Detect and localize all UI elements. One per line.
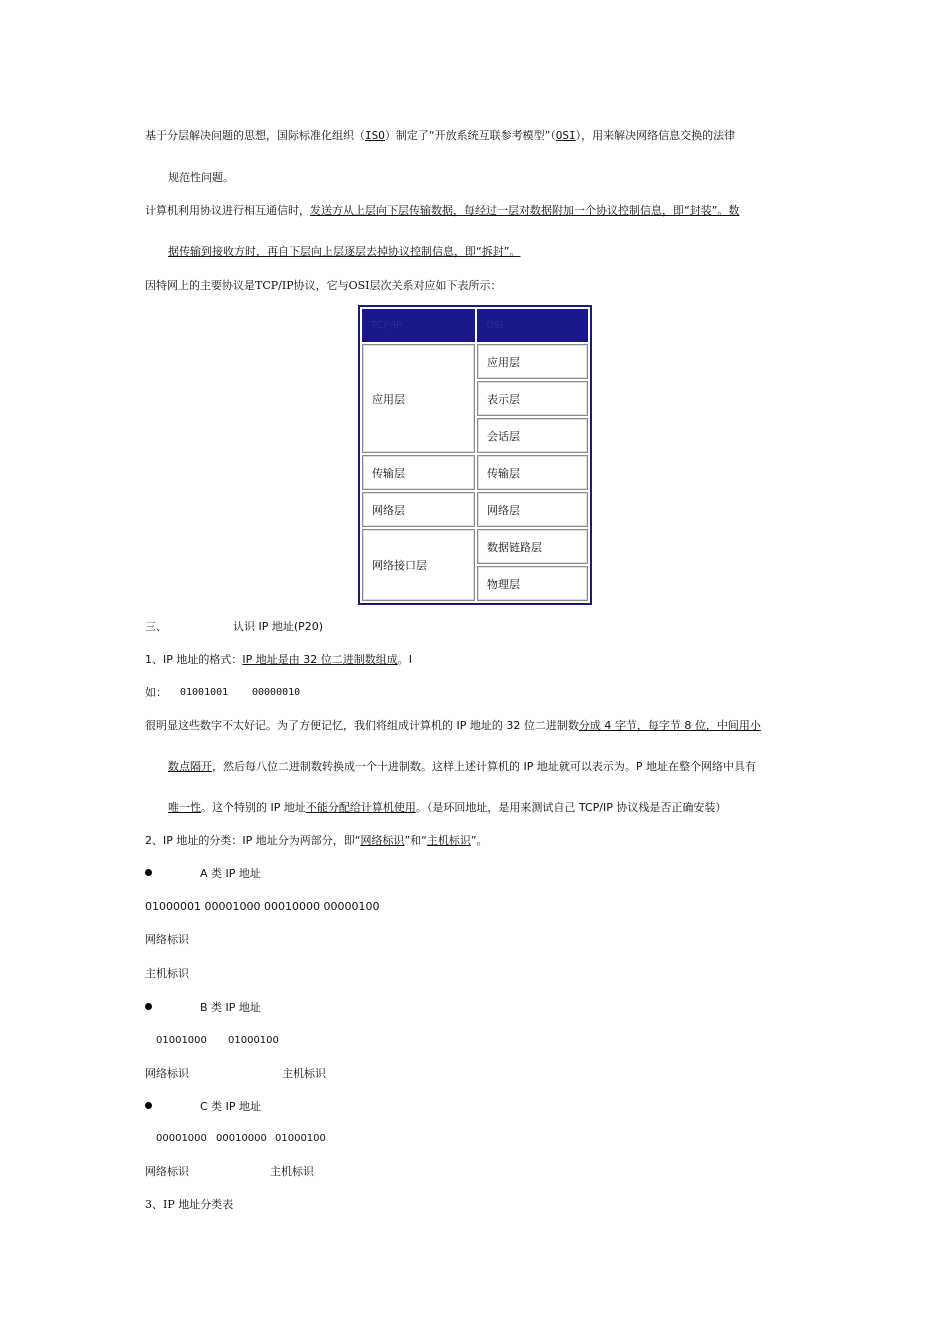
bullet-icon [145, 869, 152, 876]
cell-osi-presentation: 表示层 [477, 381, 588, 416]
paragraph-dotted-decimal-3 [168, 801, 726, 815]
cell-osi-transport: 传输层 [477, 455, 588, 490]
class-a-network: 网络标识 [145, 933, 189, 946]
network-id-text: 网络标识 [360, 834, 405, 847]
text: 。I [397, 653, 412, 666]
paragraph-iso-osi-cont: 规范性问题。 [168, 171, 234, 184]
text: ”。 [470, 834, 488, 847]
dot-separated-text: 数点隔开 [168, 760, 212, 773]
bytes-text: 分成 4 字节，每字节 8 位，中间用小 [578, 719, 761, 732]
text: 2、IP 地址的分类：IP 地址分为两部分，即“ [145, 834, 361, 847]
header-osi: OSI [477, 309, 588, 342]
paragraph-encapsulation [145, 204, 739, 218]
cell-tcpip-interface: 网络接口层 [362, 529, 475, 601]
class-c-title: C 类 IP 地址 [200, 1100, 262, 1113]
table-row [362, 492, 588, 527]
text: ）制定了“开放系统互联参考模型”（ [384, 129, 556, 142]
osi-abbr: OSI [555, 129, 576, 142]
class-a-bits: 01000001 00001000 00010000 00000100 [145, 900, 380, 913]
text: 。（是环回地址，是用来测试自己 TCP/IP 协议栈是否正确安装） [415, 801, 727, 814]
class-c-byte-3: 01000100 [275, 1133, 326, 1144]
paragraph-iso-osi [145, 129, 735, 143]
cell-osi-datalink: 数据链路层 [477, 529, 588, 564]
class-a-host: 主机标识 [145, 967, 189, 980]
cell-tcpip-application: 应用层 [362, 344, 475, 453]
ip-format-line [145, 653, 412, 667]
example-label: 如： [145, 686, 167, 699]
bullet-icon [145, 1102, 152, 1109]
paragraph-decapsulation: 据传输到接收方时，再自下层向上层逐层去掉协议控制信息，即“拆封”。 [168, 245, 521, 258]
paragraph-tcpip-intro: 因特网上的主要协议是TCP/IP协议，它与OSI层次关系对应如下表所示： [145, 279, 502, 292]
text: 基于分层解决问题的思想，国际标准化组织（ [145, 129, 365, 142]
section-title: 认识 IP 地址(P20) [233, 620, 324, 633]
text: ），用来解决网络信息交换的法律 [575, 129, 736, 142]
tcpip-osi-table [358, 305, 592, 605]
class-c-byte-2: 00010000 [216, 1133, 267, 1144]
cell-tcpip-transport: 传输层 [362, 455, 475, 490]
ip-format-text: IP 地址是由 32 位二进制数组成 [242, 653, 398, 666]
table-row [362, 529, 588, 564]
text: 很明显这些数字不太好记。为了方便记忆，我们将组成计算机的 IP 地址的 32 位二进制数 [145, 719, 579, 732]
class-a-title: A 类 IP 地址 [200, 867, 261, 880]
class-b-title: B 类 IP 地址 [200, 1001, 261, 1014]
text: ，然后每八位二进制数转换成一个十进制数。这样上述计算机的 IP 地址就可以表示为。P 地址在整个网络中具有 [212, 760, 756, 773]
example-byte-2: 00000010 [252, 687, 301, 698]
table-row [362, 344, 588, 379]
encapsulation-text: 发送方从上层向下层传输数据，每经过一层对数据附加一个协议控制信息，即“封装”。数 [310, 204, 740, 217]
class-c-byte-1: 00001000 [156, 1133, 207, 1144]
class-b-host: 主机标识 [282, 1067, 326, 1080]
bullet-icon [145, 1003, 152, 1010]
cell-osi-physical: 物理层 [477, 566, 588, 601]
loopback-text: 不能分配给计算机使用 [305, 801, 416, 814]
iso-abbr: ISO [365, 129, 385, 142]
uniqueness-text: 唯一性 [168, 801, 201, 814]
text: 。这个特别的 IP 地址 [201, 801, 306, 814]
table-row [362, 455, 588, 490]
cell-osi-session: 会话层 [477, 418, 588, 453]
class-b-byte-2: 01000100 [228, 1035, 279, 1046]
text: 1、IP 地址的格式： [145, 653, 243, 666]
paragraph-dotted-decimal-2 [168, 760, 756, 774]
header-tcpip: TCP/IP [362, 309, 475, 342]
ip-class-table-heading: 3、IP 地址分类表 [145, 1198, 234, 1211]
class-c-network: 网络标识 [145, 1165, 189, 1178]
class-c-host: 主机标识 [270, 1165, 314, 1178]
text: 计算机利用协议进行相互通信时， [145, 204, 310, 217]
cell-osi-application: 应用层 [477, 344, 588, 379]
ip-classification-line [145, 834, 488, 848]
class-b-byte-1: 01001000 [156, 1035, 207, 1046]
table-header-row [362, 309, 588, 342]
section-number: 三、 [145, 620, 167, 633]
cell-osi-network: 网络层 [477, 492, 588, 527]
text: ”和“ [404, 834, 427, 847]
example-byte-1: 01001001 [180, 687, 229, 698]
host-id-text: 主机标识 [426, 834, 471, 847]
paragraph-dotted-decimal [145, 719, 761, 733]
cell-tcpip-network: 网络层 [362, 492, 475, 527]
class-b-network: 网络标识 [145, 1067, 189, 1080]
